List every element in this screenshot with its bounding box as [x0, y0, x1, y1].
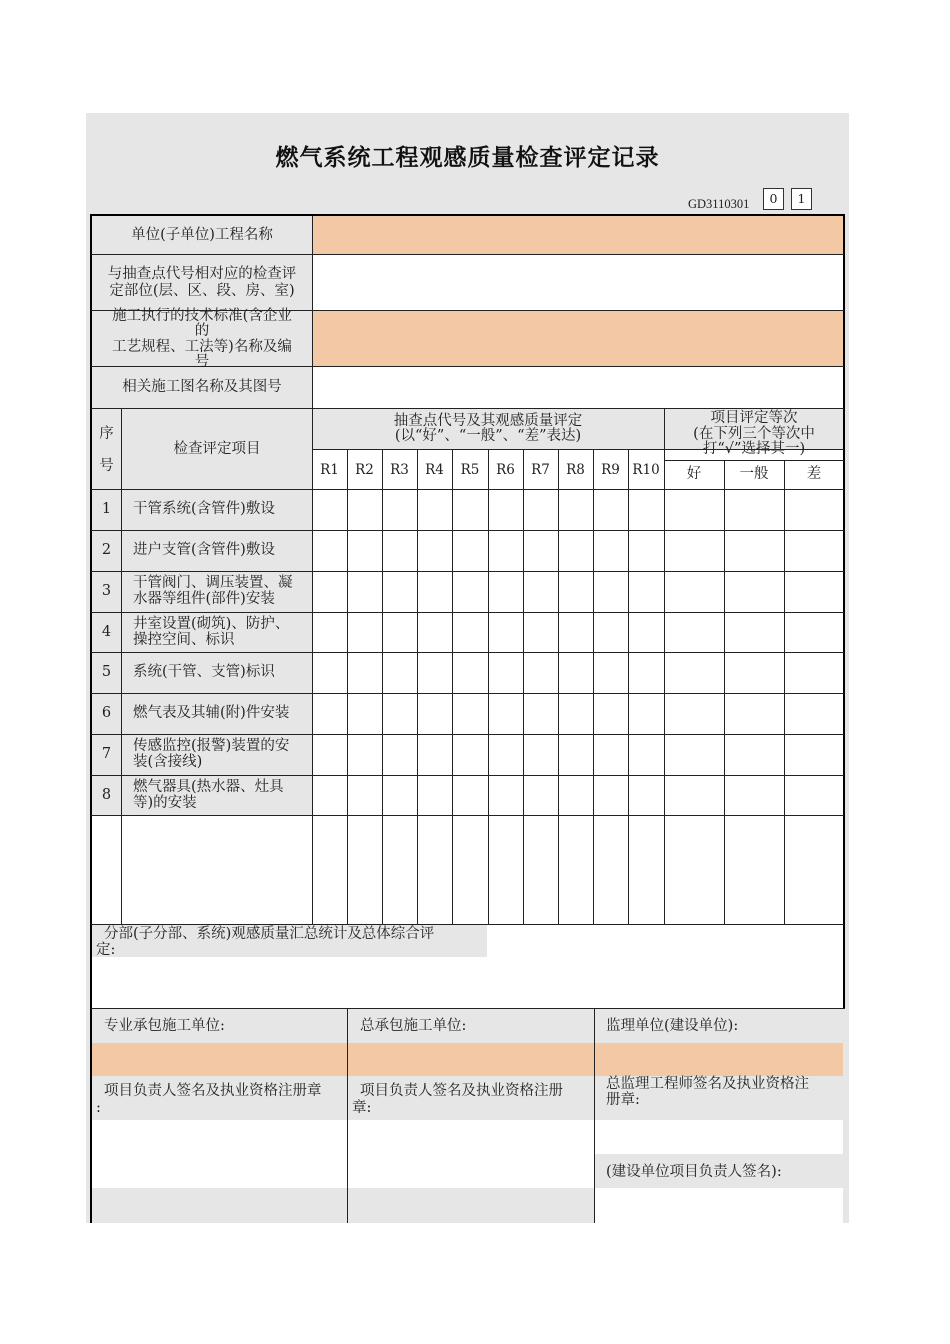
grid-line — [91, 652, 844, 653]
grid-line — [91, 489, 844, 490]
signoff-col1-sig-1: 项目负责人签名及执业资格注册章 — [104, 1083, 322, 1099]
signoff-col3-title: 监理单位(建设单位): — [606, 1018, 739, 1034]
grid-line — [91, 734, 844, 735]
grid-line — [121, 408, 122, 924]
row-item-label: 进户支管(含管件)敷设 — [133, 542, 275, 558]
row-item-label: 干管阀门、调压装置、凝 — [133, 575, 293, 591]
r-header-9: R9 — [601, 462, 620, 478]
code-box-1[interactable]: 0 — [763, 188, 784, 210]
row-number: 1 — [101, 501, 112, 517]
signoff-col3-sig-2: 册章: — [606, 1092, 640, 1108]
signoff-col2-sig-2: 章: — [352, 1100, 372, 1116]
grid-line — [91, 254, 844, 255]
code-box-2[interactable]: 1 — [791, 188, 812, 210]
location-label-2: 定部位(层、区、段、房、室) — [109, 283, 295, 299]
row-item-label-line2: 操控空间、标识 — [133, 632, 235, 648]
seq-header-1: 序 — [99, 426, 114, 442]
grid-line — [91, 408, 844, 409]
row-number: 4 — [101, 624, 112, 640]
grid-line — [382, 449, 383, 924]
row-number: 5 — [101, 664, 112, 680]
grid-line — [558, 449, 559, 924]
form-code: GD3110301 — [688, 197, 750, 211]
frame-right — [843, 214, 845, 1008]
summary-label-2: 定: — [96, 942, 116, 958]
row-number: 7 — [101, 746, 112, 762]
drawing-field[interactable] — [312, 366, 843, 408]
grid-line — [594, 1008, 595, 1223]
row-item-label-line2: 装(含接线) — [133, 754, 203, 770]
standard-label-4: 号 — [194, 354, 210, 370]
standard-field[interactable] — [312, 310, 843, 366]
signoff-col2-sig-1: 项目负责人签名及执业资格注册 — [360, 1083, 563, 1099]
standard-label-3: 工艺规程、工法等)名称及编 — [112, 339, 292, 355]
r-header-8: R8 — [566, 462, 585, 478]
row-number: 6 — [101, 705, 112, 721]
row-number: 8 — [101, 787, 112, 803]
unit-name-field[interactable] — [312, 216, 843, 254]
eval-header-2: (以“好”、“一般”、“差”表达) — [394, 428, 582, 444]
row-item-label: 燃气表及其辅(附)件安装 — [133, 705, 290, 721]
table-body-area — [312, 489, 843, 924]
row-item-label-line2: 水器等组件(部件)安装 — [133, 591, 275, 607]
signoff-col1-sign-area[interactable] — [91, 1120, 348, 1188]
row-item-label: 干管系统(含管件)敷设 — [133, 501, 275, 517]
grid-line — [312, 408, 313, 924]
grid-line — [91, 1008, 845, 1009]
grid-line — [664, 408, 665, 924]
row-item-label-line2: 等)的安装 — [133, 795, 197, 811]
signoff-col2-sign-area[interactable] — [348, 1120, 594, 1188]
standard-label-2: 的 — [194, 323, 210, 339]
grade-header-3: 打“√”选择其一) — [702, 441, 806, 457]
r-header-7: R7 — [531, 462, 550, 478]
summary-label-1: 分部(子分部、系统)观感质量汇总统计及总体综合评 — [104, 926, 435, 942]
grid-line — [91, 693, 844, 694]
frame-top — [90, 214, 845, 216]
r-header-3: R3 — [390, 462, 409, 478]
form-title: 燃气系统工程观感质量检查评定记录 — [275, 145, 660, 171]
grid-line — [593, 449, 594, 924]
location-label-1: 与抽查点代号相对应的检查评 — [107, 266, 297, 282]
signoff-unit-field[interactable] — [91, 1043, 843, 1076]
r-header-1: R1 — [320, 462, 339, 478]
row-number: 3 — [101, 583, 112, 599]
signoff-col1-sig-2: : — [96, 1100, 101, 1116]
grid-line — [784, 460, 785, 924]
grid-line — [452, 449, 453, 924]
grid-line — [347, 449, 348, 924]
grade-header-1: 好 — [686, 466, 702, 482]
location-field[interactable] — [312, 254, 843, 310]
grid-line — [523, 449, 524, 924]
row-item-label: 燃气器具(热水器、灶具 — [133, 779, 284, 795]
r-header-2: R2 — [355, 462, 374, 478]
grade-header-1: 项目评定等次 — [710, 410, 798, 426]
grade-header-3: 差 — [806, 466, 822, 482]
row-number: 2 — [101, 542, 112, 558]
eval-header-1: 抽查点代号及其观感质量评定 — [393, 413, 583, 429]
grid-line — [91, 924, 844, 925]
grade-header-2: 一般 — [739, 466, 769, 482]
row-item-label: 系统(干管、支管)标识 — [133, 664, 275, 680]
grid-line — [91, 815, 844, 816]
signoff-col2-title: 总承包施工单位: — [360, 1018, 467, 1034]
signoff-col3-owner: (建设单位项目负责人签名): — [606, 1164, 782, 1180]
r-header-6: R6 — [496, 462, 515, 478]
r-header-5: R5 — [460, 462, 480, 478]
standard-label-1: 施工执行的技术标准(含企业 — [112, 308, 292, 324]
grid-line — [347, 1008, 348, 1223]
r-header-4: R4 — [425, 462, 444, 478]
grid-line — [91, 775, 844, 776]
grid-line — [91, 571, 844, 572]
grid-line — [417, 449, 418, 924]
row-item-label: 传感监控(报警)装置的安 — [133, 738, 290, 754]
item-header: 检查评定项目 — [173, 441, 261, 457]
unit-name-label: 单位(子单位)工程名称 — [131, 227, 273, 243]
grid-line — [664, 460, 844, 461]
grid-line — [91, 530, 844, 531]
seq-header-2: 号 — [99, 458, 114, 474]
grid-line — [91, 612, 844, 613]
r-header-10: R10 — [632, 462, 660, 478]
signoff-col3-owner-area[interactable] — [594, 1188, 843, 1223]
table-blank-row-left — [91, 816, 312, 924]
signoff-col3-sig-1: 总监理工程师签名及执业资格注 — [606, 1076, 809, 1092]
grid-line — [724, 460, 725, 924]
grid-line — [312, 216, 313, 408]
grade-header-2: (在下列三个等次中 — [693, 426, 815, 442]
signoff-col1-title: 专业承包施工单位: — [104, 1018, 225, 1034]
grid-line — [628, 449, 629, 924]
grid-line — [488, 449, 489, 924]
drawing-label: 相关施工图名称及其图号 — [122, 379, 282, 395]
signoff-col3-sign-area[interactable] — [594, 1120, 843, 1154]
row-item-label: 井室设置(砌筑)、防护、 — [133, 616, 290, 632]
